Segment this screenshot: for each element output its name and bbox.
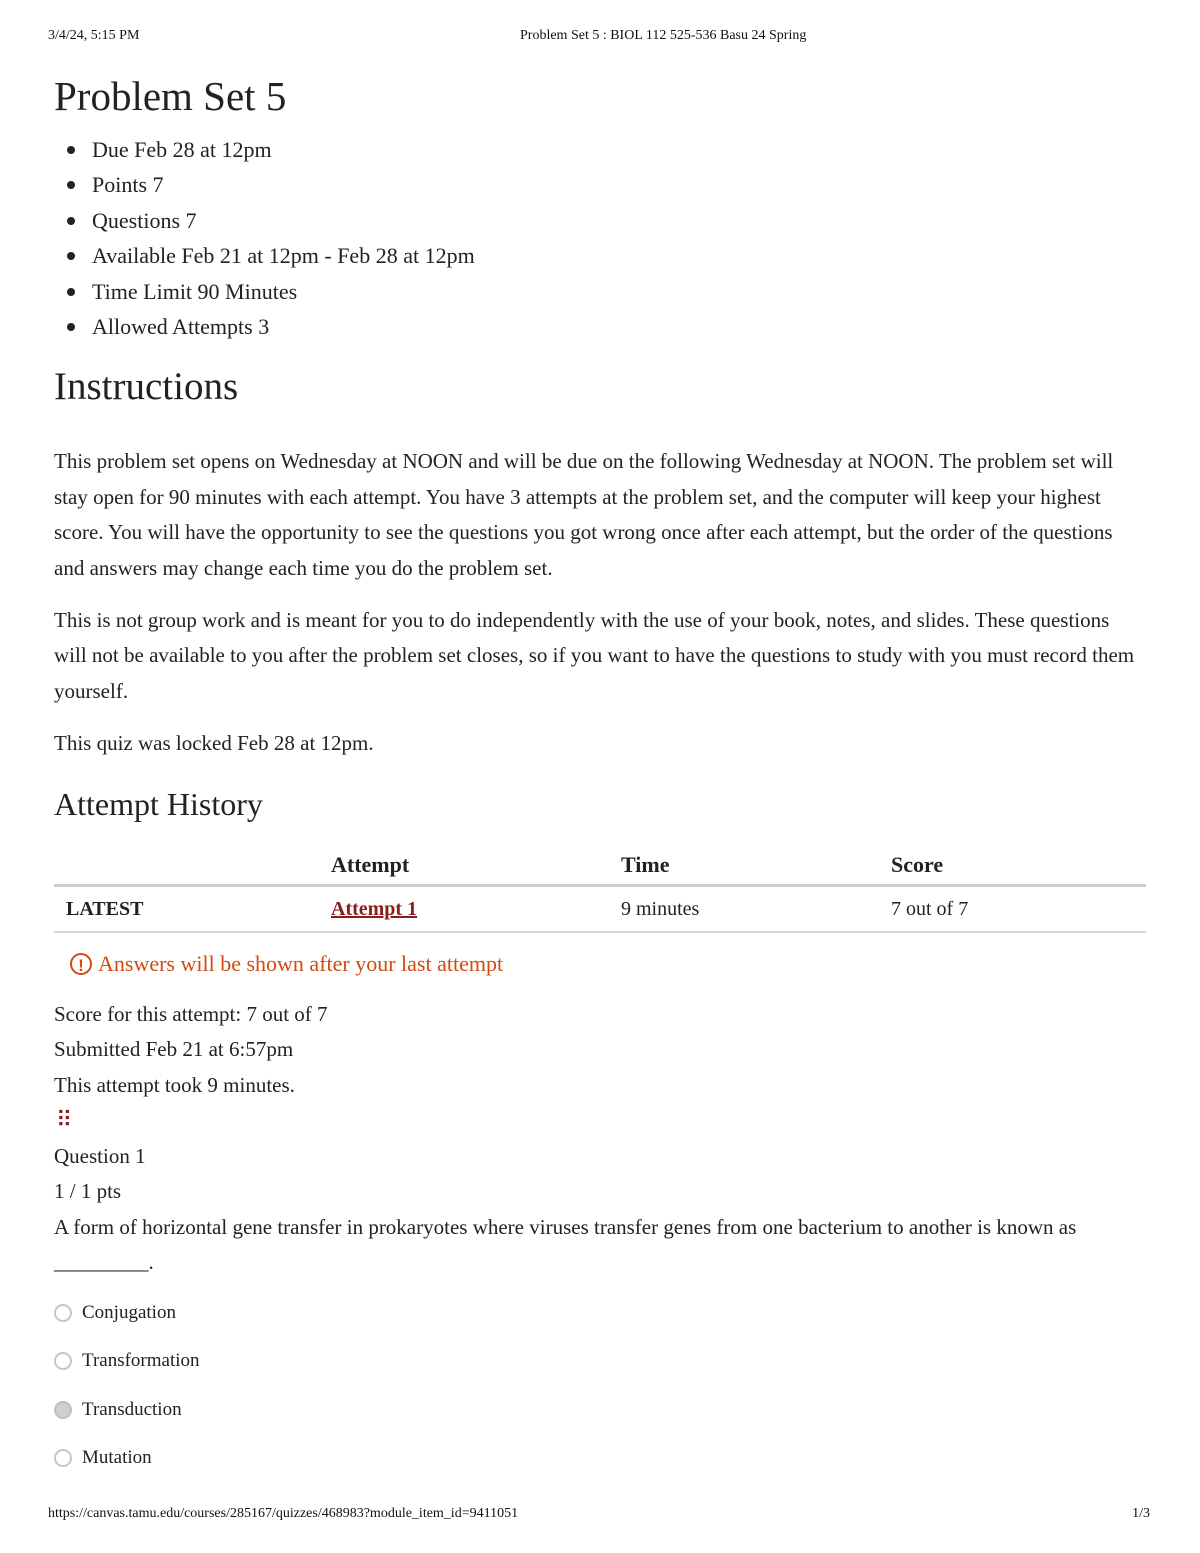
answer-option-selected[interactable] bbox=[54, 1386, 1146, 1435]
question-points: 1 / 1 pts bbox=[54, 1179, 122, 1204]
row-attempt-cell bbox=[319, 885, 609, 932]
row-time: 9 minutes bbox=[609, 885, 879, 932]
instructions-paragraph-1: This problem set opens on Wednesday at NOON and will be due on the following Wednesday at NOON. The problem set will stay open for 90 minutes with each attempt. You have 3 attempts at the problem set, and the computer will keep your highest score. You will have the opportunity to see the questions you got wrong once after each attempt, but the order of the questions and answers may change each time you do the problem set. bbox=[54, 449, 1114, 580]
answer-label: Mutation bbox=[82, 1447, 152, 1469]
question-label: Question 1 bbox=[54, 1143, 146, 1168]
meta-allowed-attempts: Allowed Attempts 3 bbox=[92, 309, 1146, 344]
print-url: https://canvas.tamu.edu/courses/285167/quizzes/468983?module_item_id=9411051 bbox=[48, 1506, 519, 1521]
col-header-score: Score bbox=[879, 844, 1146, 886]
attempt-history-heading: Attempt History bbox=[54, 785, 263, 822]
answer-option[interactable] bbox=[54, 1289, 1146, 1338]
drag-handle-icon[interactable]: ⠿ bbox=[56, 1107, 73, 1133]
answers-notice-text: Answers will be shown after your last attempt bbox=[98, 950, 504, 976]
radio-button-selected[interactable] bbox=[54, 1401, 72, 1419]
col-header-label bbox=[54, 844, 319, 886]
attempt-link[interactable]: Attempt 1 bbox=[331, 897, 418, 920]
table-header-row bbox=[54, 844, 1146, 886]
table-row bbox=[54, 885, 1146, 932]
answers-notice bbox=[70, 951, 1146, 977]
meta-available: Available Feb 21 at 12pm - Feb 28 at 12pm bbox=[92, 238, 1146, 273]
instructions-paragraph-2: This is not group work and is meant for you to do independently with the use of your book, notes, and slides. These questions will not be available to you after the problem set closes, so if you want to have the questions to study with you must record them yourself. bbox=[54, 608, 1135, 703]
meta-time-limit: Time Limit 90 Minutes bbox=[92, 274, 1146, 309]
print-datetime: 3/4/24, 5:15 PM bbox=[48, 28, 140, 43]
meta-due: Due Feb 28 at 12pm bbox=[92, 132, 1146, 167]
print-page-title: Problem Set 5 : BIOL 112 525-536 Basu 24 Spring bbox=[520, 28, 807, 43]
attempt-history-table bbox=[54, 844, 1146, 933]
quiz-meta-list bbox=[54, 132, 1146, 344]
quiz-title: Problem Set 5 bbox=[54, 73, 287, 119]
exclamation-circle-icon: ! bbox=[70, 953, 92, 975]
col-header-attempt: Attempt bbox=[319, 844, 609, 886]
print-page-number: 1/3 bbox=[1132, 1506, 1150, 1521]
answer-option[interactable] bbox=[54, 1337, 1146, 1386]
meta-questions: Questions 7 bbox=[92, 203, 1146, 238]
radio-button[interactable] bbox=[54, 1304, 72, 1322]
answer-label: Transformation bbox=[82, 1350, 200, 1372]
radio-button[interactable] bbox=[54, 1449, 72, 1467]
col-header-time: Time bbox=[609, 844, 879, 886]
answer-option[interactable] bbox=[54, 1434, 1146, 1483]
answer-list bbox=[54, 1289, 1146, 1483]
attempt-duration: This attempt took 9 minutes. bbox=[54, 1072, 295, 1097]
locked-note: This quiz was locked Feb 28 at 12pm. bbox=[54, 731, 374, 756]
question-text: A form of horizontal gene transfer in prokaryotes where viruses transfer genes from one bacterium to another is known as _________. bbox=[54, 1214, 1077, 1275]
quiz-content bbox=[54, 70, 1146, 1483]
row-score: 7 out of 7 bbox=[879, 885, 1146, 932]
row-label: LATEST bbox=[54, 885, 319, 932]
attempt-submitted: Submitted Feb 21 at 6:57pm bbox=[54, 1037, 294, 1062]
meta-points: Points 7 bbox=[92, 167, 1146, 202]
attempt-score: Score for this attempt: 7 out of 7 bbox=[54, 1001, 328, 1026]
answer-label: Conjugation bbox=[82, 1301, 176, 1323]
answer-label: Transduction bbox=[82, 1398, 182, 1420]
radio-button[interactable] bbox=[54, 1352, 72, 1370]
instructions-heading: Instructions bbox=[54, 365, 239, 409]
